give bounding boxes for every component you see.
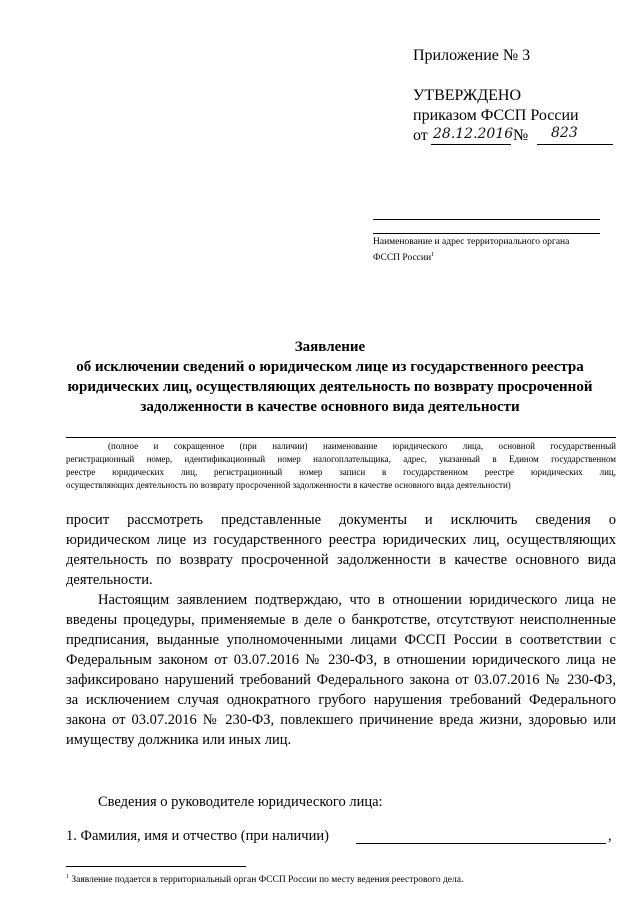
date-underline [431, 144, 511, 145]
number-prefix: № [513, 127, 529, 144]
head-fullname-label: 1. Фамилия, имя и отчество (при наличии) [66, 828, 329, 844]
p2-line: Федеральным законом от 03.07.2016 № 230-ФЗ, в отношении юридического лица не [66, 652, 616, 668]
p2-line: закона от 03.07.2016 № 230-ФЗ, повлекшего причинение вреда жизни, здоровью или [66, 712, 616, 728]
date-handwritten: 28.12.2016 [433, 126, 514, 142]
number-handwritten: 823 [551, 125, 578, 141]
body-paragraph-2 [66, 590, 616, 750]
p2-line: введены процедуры, применяемые в деле о банкротстве, отсутствуют неисполненные [66, 612, 616, 628]
p2-line: за исключением случая однократного грубого нарушения требований Федерального [66, 692, 616, 708]
p1-line: деятельности. [66, 572, 153, 588]
entity-name-line [66, 437, 616, 438]
number-underline [537, 144, 613, 145]
p2-line: предписания, выданные уполномоченными лицами ФССП России в соответствии с [66, 632, 616, 648]
body-paragraph-1 [66, 510, 616, 590]
order-date-row [413, 126, 613, 146]
footnote-ref: 1 [431, 252, 435, 258]
head-info-heading: Сведения о руководителе юридического лица: [98, 794, 383, 810]
head-fullname-comma: , [608, 828, 612, 844]
head-fullname-row [66, 826, 626, 848]
p1-line: просит рассмотреть представленные документы и исключить сведения о [66, 512, 616, 528]
p1-line: юридическом лице из государственного реестра юридических лиц, осуществляющих [66, 532, 616, 548]
date-prefix: от [413, 127, 428, 144]
title-line-2: об исключении сведений о юридическом лице из государственного реестра [76, 359, 584, 375]
title-line-4: задолженности в качестве основного вида деятельности [140, 399, 520, 415]
p2-line: имуществу должника или иных лиц. [66, 732, 292, 748]
hint-line-2: регистрационный номер, идентификационный номер налогоплательщика, адрес, указанный в Едином государственном [66, 454, 616, 464]
title-line-3: юридических лиц, осуществляющих деятельность по возврату просроченной [67, 379, 593, 395]
order-label: приказом ФССП России [413, 107, 579, 124]
hint-line-3: реестре юридических лиц, регистрационный номер записи в государственном реестре юридических лиц, [66, 467, 616, 477]
addressee-line-2 [373, 233, 600, 234]
appendix-title: Приложение № 3 [413, 47, 531, 64]
footnote-mark: 1 [66, 874, 69, 880]
p2-line: зафиксировано нарушений требований Федерального закона от 03.07.2016 № 230-ФЗ, [66, 672, 616, 688]
title-line-1: Заявление [294, 339, 366, 355]
footnote-text: Заявление подается в территориальный орган ФССП России по месту ведения реестрового дела. [71, 875, 464, 886]
head-fullname-field[interactable] [356, 843, 606, 844]
p2-line: Настоящим заявлением подтверждаю, что в отношении юридического лица не [98, 592, 616, 608]
addressee-caption-line1: Наименование и адрес территориального органа [373, 237, 570, 247]
addressee-caption-line2: ФССП России [373, 253, 432, 264]
appendix-block [413, 46, 623, 126]
addressee-caption [373, 236, 613, 265]
approved-label: УТВЕРЖДЕНО [413, 87, 522, 104]
footnote-separator [66, 866, 246, 867]
entity-hint [66, 440, 616, 492]
p1-line: деятельность по возврату просроченной задолженности в качестве основного вида [66, 552, 616, 568]
hint-line-4: осуществляющих деятельность по возврату просроченной задолженности в качестве основного вида деятельности) [66, 480, 511, 490]
document-title [40, 337, 620, 417]
hint-line-1: (полное и сокращенное (при наличии) наименование юридического лица, основной государственный [108, 441, 616, 451]
addressee-line-1 [373, 219, 600, 220]
footnote [66, 871, 626, 887]
